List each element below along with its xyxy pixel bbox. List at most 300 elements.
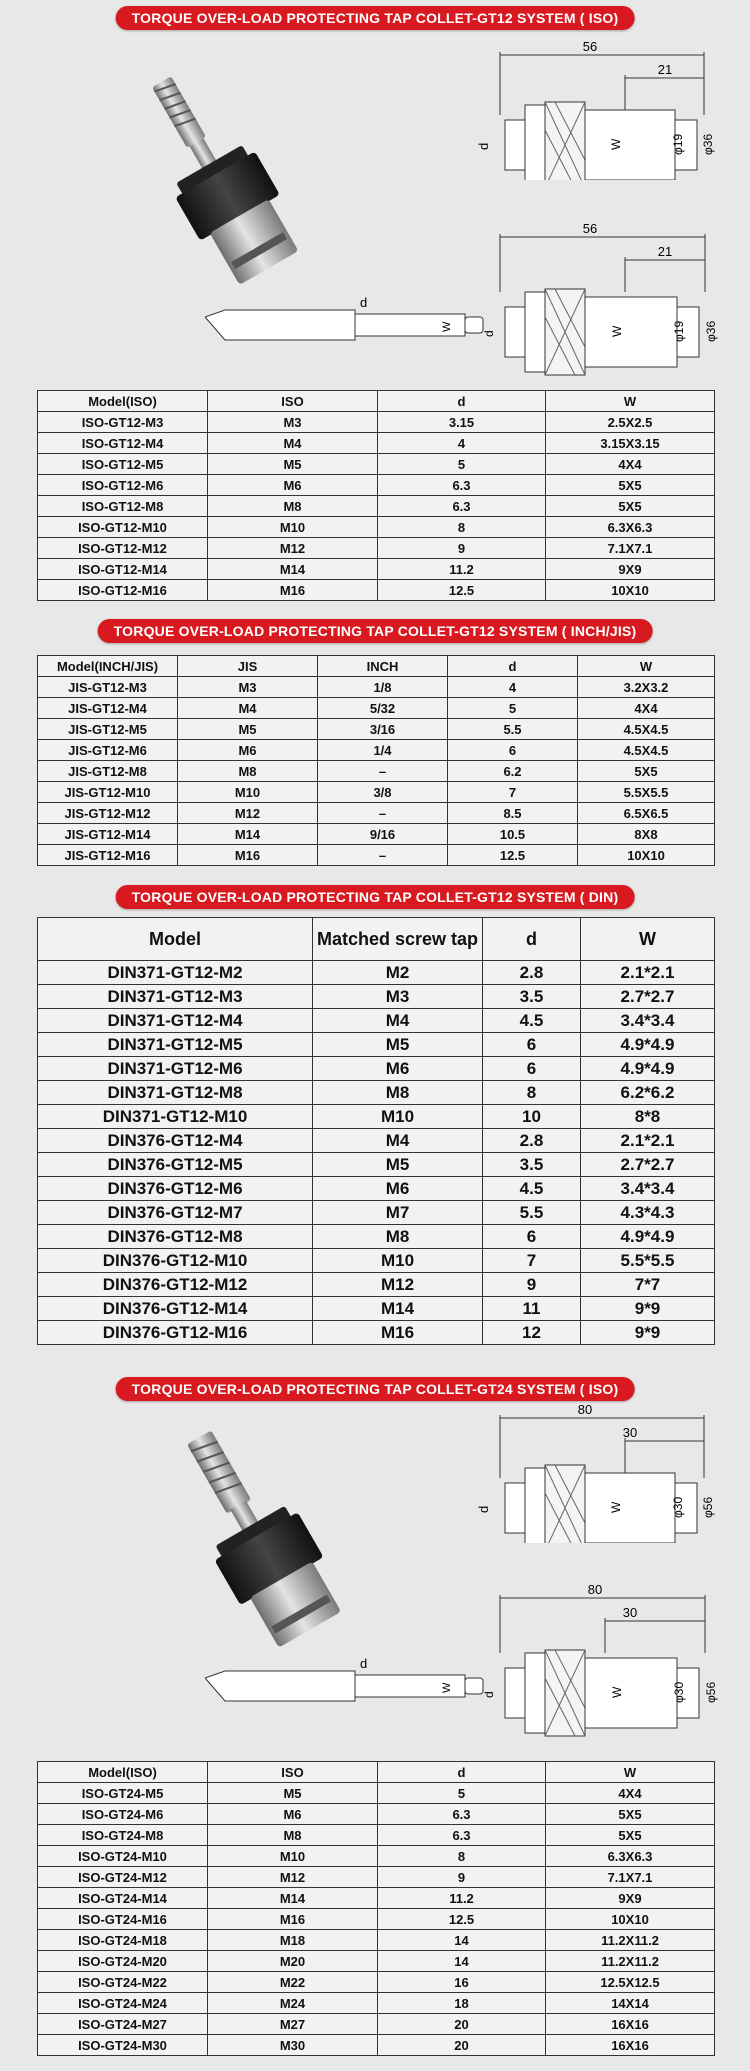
- table-cell: 7*7: [581, 1273, 715, 1297]
- table-row: [38, 719, 715, 740]
- table-cell: 11.2: [378, 1888, 546, 1909]
- table-cell: M14: [208, 1888, 378, 1909]
- table-header-row: [38, 1762, 715, 1783]
- gt12-shank-dim: 21: [657, 62, 673, 77]
- table-cell: 2.8: [483, 1129, 581, 1153]
- gt24-outer-dia: φ56: [701, 1496, 715, 1518]
- column-header: d: [378, 1762, 546, 1783]
- table-cell: 6.3X6.3: [546, 1846, 715, 1867]
- gt12-top-drawing: [470, 40, 720, 180]
- table-cell: 12.5X12.5: [546, 1972, 715, 1993]
- table-cell: M12: [178, 803, 318, 824]
- table-row: [38, 517, 715, 538]
- svg-text:φ19: φ19: [672, 320, 686, 342]
- table-row: [38, 1951, 715, 1972]
- table-cell: 5.5: [448, 719, 578, 740]
- table-cell: 9: [483, 1273, 581, 1297]
- table-row: [38, 1930, 715, 1951]
- table-cell: M16: [208, 580, 378, 601]
- table-cell: 6.2: [448, 761, 578, 782]
- table-cell: 11: [483, 1297, 581, 1321]
- table-cell: ISO-GT12-M8: [38, 496, 208, 517]
- table-row: [38, 1321, 715, 1345]
- svg-text:d: d: [482, 330, 496, 337]
- svg-text:21: 21: [657, 244, 673, 259]
- table-cell: DIN371-GT12-M6: [38, 1057, 313, 1081]
- table-cell: 6.3: [378, 1804, 546, 1825]
- table-cell: 3.4*3.4: [581, 1177, 715, 1201]
- table-cell: M3: [178, 677, 318, 698]
- table-cell: 9*9: [581, 1297, 715, 1321]
- table-cell: 4.9*4.9: [581, 1225, 715, 1249]
- table-cell: 5: [378, 454, 546, 475]
- table-cell: 16: [378, 1972, 546, 1993]
- table-cell: 7.1X7.1: [546, 538, 715, 559]
- table-cell: 8.5: [448, 803, 578, 824]
- table-cell: M27: [208, 2014, 378, 2035]
- table-cell: 4.5X4.5: [578, 719, 715, 740]
- table-cell: JIS-GT12-M8: [38, 761, 178, 782]
- svg-text:d: d: [482, 1691, 496, 1698]
- svg-text:W: W: [610, 1686, 624, 1698]
- table-cell: 12.5: [448, 845, 578, 866]
- table-cell: M5: [313, 1153, 483, 1177]
- gt24-length-dim: 80: [577, 1403, 593, 1417]
- table-cell: 5X5: [546, 1804, 715, 1825]
- table-cell: M6: [208, 1804, 378, 1825]
- table-cell: 16X16: [546, 2035, 715, 2056]
- gt12-length-dim: 56: [582, 40, 598, 54]
- table-cell: ISO-GT12-M4: [38, 433, 208, 454]
- svg-text:φ30: φ30: [672, 1681, 686, 1703]
- table-cell: M4: [208, 433, 378, 454]
- table-cell: M10: [313, 1105, 483, 1129]
- table-cell: ISO-GT24-M12: [38, 1867, 208, 1888]
- table-cell: M5: [208, 1783, 378, 1804]
- table-header-row: [38, 391, 715, 412]
- table-row: [38, 1909, 715, 1930]
- table-cell: 5X5: [546, 1825, 715, 1846]
- table-cell: JIS-GT12-M14: [38, 824, 178, 845]
- table-cell: 8X8: [578, 824, 715, 845]
- column-header: W: [581, 918, 715, 961]
- table-cell: M5: [178, 719, 318, 740]
- table-cell: 14: [378, 1951, 546, 1972]
- table-cell: M8: [313, 1225, 483, 1249]
- svg-text:d: d: [360, 1656, 368, 1671]
- table-cell: 10.5: [448, 824, 578, 845]
- table-cell: 5.5X5.5: [578, 782, 715, 803]
- table-cell: 4: [448, 677, 578, 698]
- table-row: [38, 580, 715, 601]
- table-row: [38, 1867, 715, 1888]
- table-cell: M8: [313, 1081, 483, 1105]
- table-cell: ISO-GT24-M6: [38, 1804, 208, 1825]
- table-cell: M24: [208, 1993, 378, 2014]
- table-cell: JIS-GT12-M12: [38, 803, 178, 824]
- table-cell: 9X9: [546, 1888, 715, 1909]
- column-header: ISO: [208, 391, 378, 412]
- table-cell: M20: [208, 1951, 378, 1972]
- table-cell: M16: [208, 1909, 378, 1930]
- table-row: [38, 985, 715, 1009]
- table-cell: ISO-GT24-M8: [38, 1825, 208, 1846]
- table-cell: DIN376-GT12-M8: [38, 1225, 313, 1249]
- table-row: [38, 761, 715, 782]
- table-cell: 10: [483, 1105, 581, 1129]
- table-cell: M10: [208, 517, 378, 538]
- svg-text:d: d: [360, 295, 368, 310]
- svg-text:φ56: φ56: [704, 1681, 718, 1703]
- table-cell: M14: [178, 824, 318, 845]
- table-cell: DIN371-GT12-M5: [38, 1033, 313, 1057]
- table-cell: 2.7*2.7: [581, 1153, 715, 1177]
- table-cell: DIN376-GT12-M12: [38, 1273, 313, 1297]
- table-cell: 4X4: [578, 698, 715, 719]
- table-cell: M14: [208, 559, 378, 580]
- table-row: [38, 1105, 715, 1129]
- table-cell: ISO-GT24-M22: [38, 1972, 208, 1993]
- table-cell: 6.3X6.3: [546, 517, 715, 538]
- svg-text:W: W: [609, 1501, 623, 1513]
- table-row: [38, 1783, 715, 1804]
- table-cell: 5X5: [546, 496, 715, 517]
- column-header: Model(ISO): [38, 1762, 208, 1783]
- svg-text:φ36: φ36: [704, 320, 718, 342]
- table-row: [38, 782, 715, 803]
- table-cell: M3: [208, 412, 378, 433]
- table-cell: 9X9: [546, 559, 715, 580]
- table-row: [38, 1153, 715, 1177]
- table-row: [38, 1201, 715, 1225]
- table-cell: 6: [448, 740, 578, 761]
- table-cell: 10X10: [578, 845, 715, 866]
- table-row: [38, 1993, 715, 2014]
- table-row: [38, 1057, 715, 1081]
- svg-text:80: 80: [587, 1583, 603, 1597]
- table-cell: 3.4*3.4: [581, 1009, 715, 1033]
- column-header: ISO: [208, 1762, 378, 1783]
- table-row: [38, 412, 715, 433]
- table-cell: 6: [483, 1033, 581, 1057]
- table-cell: 4.5: [483, 1009, 581, 1033]
- table-cell: M16: [313, 1321, 483, 1345]
- table-cell: 4.9*4.9: [581, 1057, 715, 1081]
- table-cell: ISO-GT12-M3: [38, 412, 208, 433]
- table-cell: 9*9: [581, 1321, 715, 1345]
- svg-text:56: 56: [582, 222, 598, 236]
- table-row: [38, 1804, 715, 1825]
- table-cell: ISO-GT24-M18: [38, 1930, 208, 1951]
- table-cell: M8: [208, 496, 378, 517]
- svg-text:W: W: [609, 138, 623, 150]
- table-cell: M12: [313, 1273, 483, 1297]
- table-row: [38, 961, 715, 985]
- table-cell: 8*8: [581, 1105, 715, 1129]
- svg-text:W: W: [441, 1682, 453, 1693]
- column-header: W: [546, 391, 715, 412]
- table-cell: 2.7*2.7: [581, 985, 715, 1009]
- table-cell: M6: [313, 1057, 483, 1081]
- table-row: [38, 559, 715, 580]
- table-cell: 5/32: [318, 698, 448, 719]
- table-cell: 3/8: [318, 782, 448, 803]
- table-row: [38, 677, 715, 698]
- section-title-gt12-din: TORQUE OVER-LOAD PROTECTING TAP COLLET-GT12 SYSTEM ( DIN): [116, 885, 635, 909]
- table-cell: 18: [378, 1993, 546, 2014]
- table-cell: ISO-GT12-M12: [38, 538, 208, 559]
- table-cell: 6: [483, 1057, 581, 1081]
- table-cell: JIS-GT12-M6: [38, 740, 178, 761]
- table-row: [38, 1177, 715, 1201]
- table-cell: 4.5X4.5: [578, 740, 715, 761]
- table-cell: 16X16: [546, 2014, 715, 2035]
- gt24-top-drawing: [470, 1403, 720, 1543]
- table-cell: 4.5: [483, 1177, 581, 1201]
- column-header: Model: [38, 918, 313, 961]
- table-row: [38, 1225, 715, 1249]
- gt24-shank-dim: 30: [622, 1425, 638, 1440]
- gt12-din-table: [37, 917, 715, 1345]
- table-cell: M14: [313, 1297, 483, 1321]
- table-cell: M22: [208, 1972, 378, 1993]
- table-cell: 10X10: [546, 580, 715, 601]
- table-cell: M10: [178, 782, 318, 803]
- table-cell: 6.3: [378, 1825, 546, 1846]
- table-row: [38, 2014, 715, 2035]
- table-cell: M7: [313, 1201, 483, 1225]
- table-cell: 11.2X11.2: [546, 1930, 715, 1951]
- table-cell: 6.2*6.2: [581, 1081, 715, 1105]
- table-cell: ISO-GT24-M10: [38, 1846, 208, 1867]
- table-cell: 11.2X11.2: [546, 1951, 715, 1972]
- table-cell: 7.1X7.1: [546, 1867, 715, 1888]
- svg-text:d: d: [476, 142, 491, 150]
- svg-text:W: W: [441, 321, 453, 332]
- gt12-iso-table: [37, 390, 715, 601]
- table-cell: 5: [378, 1783, 546, 1804]
- table-cell: 9/16: [318, 824, 448, 845]
- table-row: [38, 824, 715, 845]
- table-cell: 6.3: [378, 496, 546, 517]
- table-row: [38, 475, 715, 496]
- table-cell: DIN376-GT12-M14: [38, 1297, 313, 1321]
- table-row: [38, 454, 715, 475]
- table-cell: M12: [208, 538, 378, 559]
- table-row: [38, 1888, 715, 1909]
- table-cell: DIN371-GT12-M8: [38, 1081, 313, 1105]
- table-cell: 5X5: [578, 761, 715, 782]
- table-cell: 6.5X6.5: [578, 803, 715, 824]
- table-row: [38, 1009, 715, 1033]
- column-header: Matched screw tap: [313, 918, 483, 961]
- section-title-gt12-iso: TORQUE OVER-LOAD PROTECTING TAP COLLET-GT12 SYSTEM ( ISO): [116, 6, 635, 30]
- table-cell: M18: [208, 1930, 378, 1951]
- table-cell: 6: [483, 1225, 581, 1249]
- table-cell: 4.9*4.9: [581, 1033, 715, 1057]
- table-row: [38, 433, 715, 454]
- table-cell: 20: [378, 2035, 546, 2056]
- table-cell: M4: [313, 1009, 483, 1033]
- table-cell: –: [318, 761, 448, 782]
- column-header: W: [578, 656, 715, 677]
- table-cell: 2.1*2.1: [581, 1129, 715, 1153]
- table-cell: ISO-GT24-M5: [38, 1783, 208, 1804]
- table-cell: 12.5: [378, 580, 546, 601]
- table-cell: DIN371-GT12-M3: [38, 985, 313, 1009]
- table-cell: ISO-GT24-M16: [38, 1909, 208, 1930]
- table-cell: 12: [483, 1321, 581, 1345]
- table-cell: 3/16: [318, 719, 448, 740]
- table-cell: M5: [313, 1033, 483, 1057]
- table-cell: 3.15: [378, 412, 546, 433]
- table-cell: ISO-GT24-M20: [38, 1951, 208, 1972]
- gt24-bottom-drawing: [205, 1583, 725, 1743]
- table-cell: M12: [208, 1867, 378, 1888]
- table-cell: 5.5: [483, 1201, 581, 1225]
- table-cell: JIS-GT12-M3: [38, 677, 178, 698]
- table-cell: M16: [178, 845, 318, 866]
- table-cell: 2.8: [483, 961, 581, 985]
- gt24-iso-table: [37, 1761, 715, 2056]
- table-cell: 8: [378, 517, 546, 538]
- table-header-row: [38, 918, 715, 961]
- table-cell: ISO-GT12-M10: [38, 517, 208, 538]
- svg-text:d: d: [476, 1505, 491, 1513]
- table-cell: DIN376-GT12-M10: [38, 1249, 313, 1273]
- table-row: [38, 1033, 715, 1057]
- table-cell: 4X4: [546, 1783, 715, 1804]
- section-title-gt24-iso: TORQUE OVER-LOAD PROTECTING TAP COLLET-GT24 SYSTEM ( ISO): [116, 1377, 635, 1401]
- table-cell: 11.2: [378, 559, 546, 580]
- table-row: [38, 538, 715, 559]
- table-row: [38, 1081, 715, 1105]
- table-cell: DIN371-GT12-M4: [38, 1009, 313, 1033]
- table-cell: M30: [208, 2035, 378, 2056]
- table-cell: JIS-GT12-M16: [38, 845, 178, 866]
- table-cell: JIS-GT12-M4: [38, 698, 178, 719]
- column-header: INCH: [318, 656, 448, 677]
- table-cell: JIS-GT12-M10: [38, 782, 178, 803]
- table-cell: 4.3*4.3: [581, 1201, 715, 1225]
- table-cell: M6: [313, 1177, 483, 1201]
- table-cell: ISO-GT24-M14: [38, 1888, 208, 1909]
- table-cell: 8: [483, 1081, 581, 1105]
- table-row: [38, 496, 715, 517]
- column-header: Model(ISO): [38, 391, 208, 412]
- table-header-row: [38, 656, 715, 677]
- table-cell: M4: [178, 698, 318, 719]
- table-cell: M8: [178, 761, 318, 782]
- column-header: d: [448, 656, 578, 677]
- table-cell: DIN371-GT12-M10: [38, 1105, 313, 1129]
- table-row: [38, 1297, 715, 1321]
- gt12-outer-dia: φ36: [701, 133, 715, 155]
- table-cell: M2: [313, 961, 483, 985]
- table-cell: M4: [313, 1129, 483, 1153]
- table-cell: 12.5: [378, 1909, 546, 1930]
- table-row: [38, 1273, 715, 1297]
- table-cell: 7: [483, 1249, 581, 1273]
- column-header: JIS: [178, 656, 318, 677]
- table-cell: 20: [378, 2014, 546, 2035]
- table-cell: 9: [378, 538, 546, 559]
- table-cell: 14X14: [546, 1993, 715, 2014]
- table-cell: DIN371-GT12-M2: [38, 961, 313, 985]
- table-cell: 3.5: [483, 985, 581, 1009]
- table-cell: M6: [208, 475, 378, 496]
- table-cell: ISO-GT12-M6: [38, 475, 208, 496]
- gt12-bottom-drawing: [205, 222, 725, 382]
- table-cell: ISO-GT24-M30: [38, 2035, 208, 2056]
- table-row: [38, 803, 715, 824]
- table-cell: 3.15X3.15: [546, 433, 715, 454]
- table-cell: ISO-GT24-M27: [38, 2014, 208, 2035]
- table-cell: M8: [208, 1825, 378, 1846]
- section-title-gt12-jis: TORQUE OVER-LOAD PROTECTING TAP COLLET-GT12 SYSTEM ( INCH/JIS): [98, 619, 653, 643]
- gt12-inner-dia: φ19: [671, 133, 685, 155]
- column-header: W: [546, 1762, 715, 1783]
- table-cell: M10: [313, 1249, 483, 1273]
- table-cell: 10X10: [546, 1909, 715, 1930]
- table-cell: ISO-GT12-M5: [38, 454, 208, 475]
- table-cell: –: [318, 845, 448, 866]
- table-cell: M6: [178, 740, 318, 761]
- table-row: [38, 1129, 715, 1153]
- svg-text:W: W: [610, 325, 624, 337]
- column-header: d: [378, 391, 546, 412]
- table-cell: 1/4: [318, 740, 448, 761]
- table-cell: ISO-GT12-M16: [38, 580, 208, 601]
- table-cell: DIN376-GT12-M16: [38, 1321, 313, 1345]
- table-cell: JIS-GT12-M5: [38, 719, 178, 740]
- svg-text:30: 30: [622, 1605, 638, 1620]
- table-cell: 4: [378, 433, 546, 454]
- table-row: [38, 1846, 715, 1867]
- table-row: [38, 845, 715, 866]
- column-header: d: [483, 918, 581, 961]
- table-row: [38, 698, 715, 719]
- table-cell: DIN376-GT12-M6: [38, 1177, 313, 1201]
- table-row: [38, 1972, 715, 1993]
- table-cell: 14: [378, 1930, 546, 1951]
- table-cell: DIN376-GT12-M5: [38, 1153, 313, 1177]
- gt24-inner-dia: φ30: [671, 1496, 685, 1518]
- table-row: [38, 740, 715, 761]
- table-cell: M3: [313, 985, 483, 1009]
- table-cell: M10: [208, 1846, 378, 1867]
- table-cell: DIN376-GT12-M4: [38, 1129, 313, 1153]
- table-cell: 5.5*5.5: [581, 1249, 715, 1273]
- table-cell: 1/8: [318, 677, 448, 698]
- table-cell: ISO-GT24-M24: [38, 1993, 208, 2014]
- table-cell: 8: [378, 1846, 546, 1867]
- table-cell: –: [318, 803, 448, 824]
- column-header: Model(INCH/JIS): [38, 656, 178, 677]
- table-cell: 2.1*2.1: [581, 961, 715, 985]
- table-row: [38, 2035, 715, 2056]
- table-cell: DIN376-GT12-M7: [38, 1201, 313, 1225]
- table-cell: M5: [208, 454, 378, 475]
- table-cell: 3.2X3.2: [578, 677, 715, 698]
- table-cell: 9: [378, 1867, 546, 1888]
- table-cell: 2.5X2.5: [546, 412, 715, 433]
- table-cell: 3.5: [483, 1153, 581, 1177]
- table-cell: ISO-GT12-M14: [38, 559, 208, 580]
- table-cell: 7: [448, 782, 578, 803]
- table-row: [38, 1249, 715, 1273]
- table-cell: 5: [448, 698, 578, 719]
